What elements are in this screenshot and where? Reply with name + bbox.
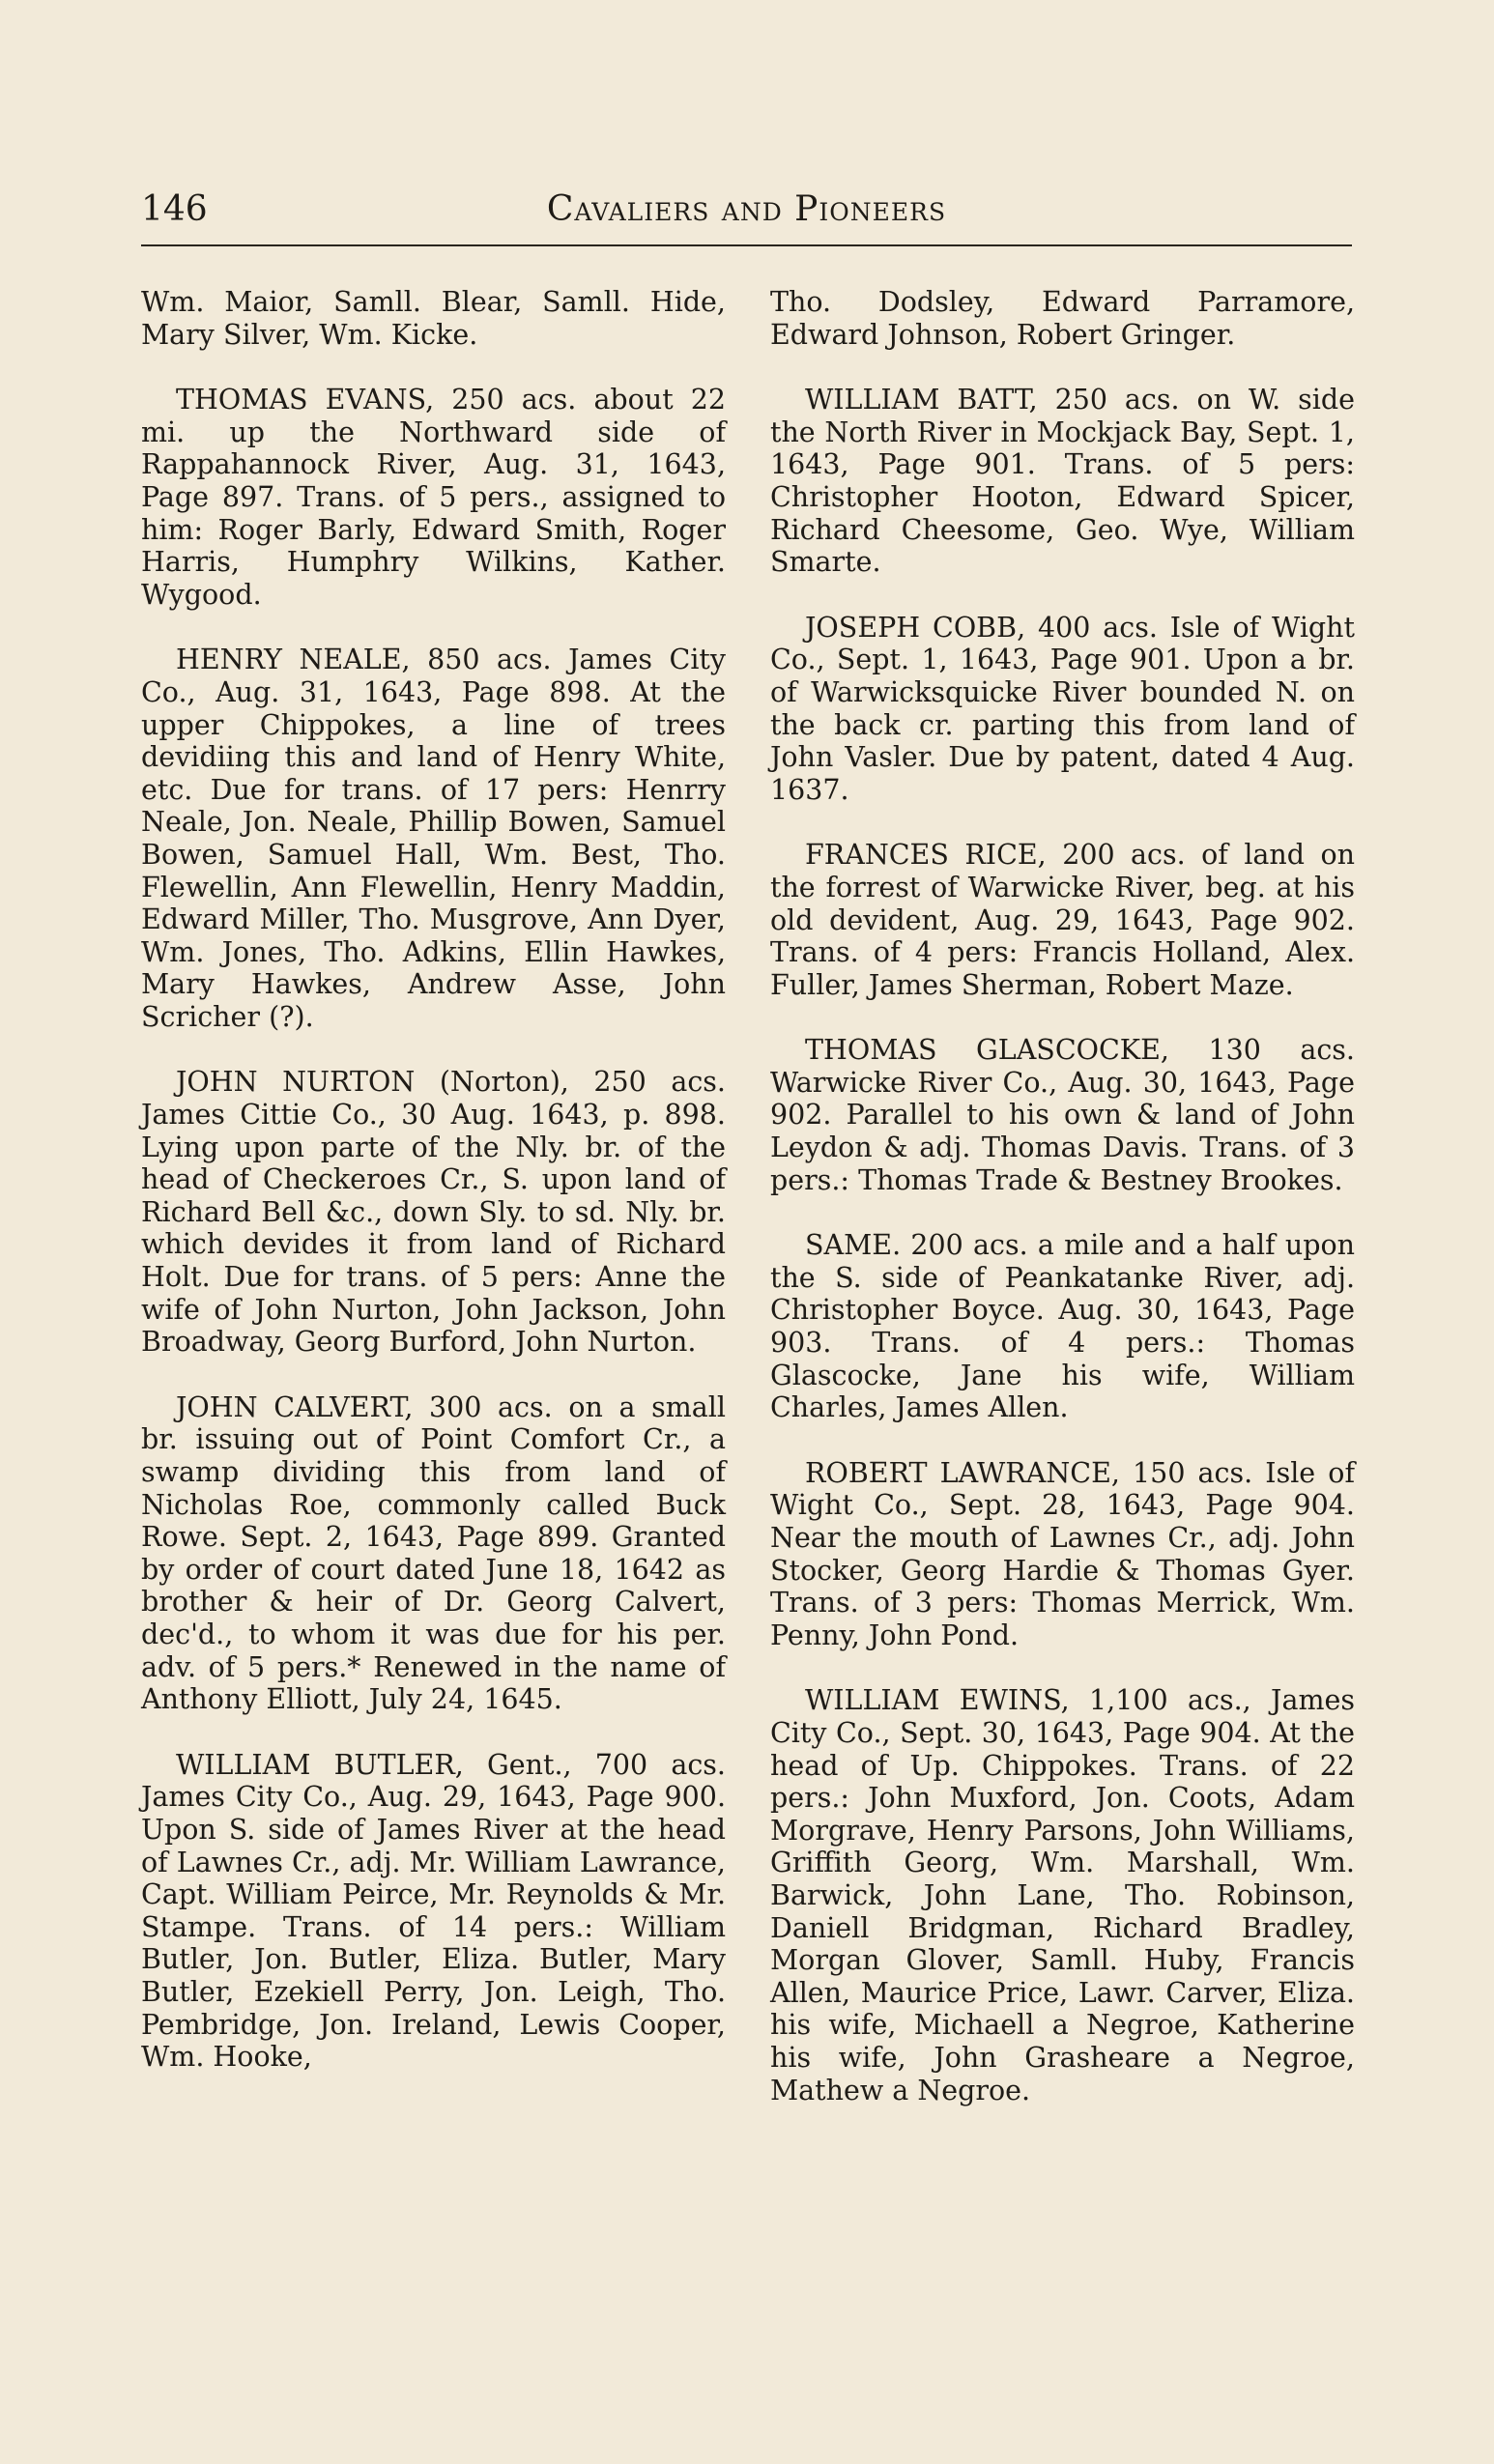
page-header bbox=[141, 189, 1352, 244]
page-number: 146 bbox=[141, 189, 208, 229]
entry-continuation: Tho. Dodsley, Edward Parramore, Edward Johnson, Robert Gringer. bbox=[770, 286, 1355, 351]
right-column bbox=[770, 286, 1355, 2139]
left-column bbox=[141, 286, 726, 2106]
entry-robert-lawrance: ROBERT LAWRANCE, 150 acs. Isle of Wight Co., Sept. 28, 1643, Page 904. Near the mouth of Lawnes Cr., adj. John Stocker, Georg Hardie & Thomas Gyer. Trans. of 3 pers: Thomas Merrick, Wm. Penny, John Pond. bbox=[770, 1456, 1355, 1651]
entry-john-nurton: JOHN NURTON (Norton), 250 acs. James Cittie Co., 30 Aug. 1643, p. 898. Lying upon parte of the Nly. br. of the head of Checkeroes Cr., S. upon land of Richard Bell &c., down Sly. to sd. Nly. br. which devides it from land of Richard Holt. Due for trans. of 5 pers: Anne the wife of John Nurton, John Jackson, John Broadway, Georg Burford, John Nurton. bbox=[141, 1066, 726, 1359]
entry-joseph-cobb: JOSEPH COBB, 400 acs. Isle of Wight Co., Sept. 1, 1643, Page 901. Upon a br. of Warwicksquicke River bounded N. on the back cr. parting this from land of John Vasler. Due by patent, dated 4 Aug. 1637. bbox=[770, 611, 1355, 806]
header-rule bbox=[141, 244, 1352, 246]
entry-william-batt: WILLIAM BATT, 250 acs. on W. side the North River in Mockjack Bay, Sept. 1, 1643, Page 901. Trans. of 5 pers: Christopher Hooton, Edward Spicer, Richard Cheesome, Geo. Wye, William Smarte. bbox=[770, 384, 1355, 579]
entry-frances-rice: FRANCES RICE, 200 acs. of land on the forrest of Warwicke River, beg. at his old devident, Aug. 29, 1643, Page 902. Trans. of 4 pers: Francis Holland, Alex. Fuller, James Sherman, Robert Maze. bbox=[770, 839, 1355, 1001]
entry-thomas-glascocke: THOMAS GLASCOCKE, 130 acs. Warwicke River Co., Aug. 30, 1643, Page 902. Parallel to his own & land of John Leydon & adj. Thomas Davis. Trans. of 3 pers.: Thomas Trade & Bestney Brookes. bbox=[770, 1034, 1355, 1196]
entry-william-butler: WILLIAM BUTLER, Gent., 700 acs. James City Co., Aug. 29, 1643, Page 900. Upon S. side of James River at the head of Lawnes Cr., adj. Mr. William Lawrance, Capt. William Peirce, Mr. Reynolds & Mr. Stampe. Trans. of 14 pers.: William Butler, Jon. Butler, Eliza. Butler, Mary Butler, Ezekiell Perry, Jon. Leigh, Tho. Pembridge, Jon. Ireland, Lewis Cooper, Wm. Hooke, bbox=[141, 1748, 726, 2074]
running-title: Cavaliers and Pioneers bbox=[546, 189, 947, 229]
entry-henry-neale: HENRY NEALE, 850 acs. James City Co., Aug. 31, 1643, Page 898. At the upper Chippokes, a line of trees devidiing this and land of Henry White, etc. Due for trans. of 17 pers: Henrry Neale, Jon. Neale, Phillip Bowen, Samuel Bowen, Samuel Hall, Wm. Best, Tho. Flewellin, Ann Flewellin, Henry Maddin, Edward Miller, Tho. Musgrove, Ann Dyer, Wm. Jones, Tho. Adkins, Ellin Hawkes, Mary Hawkes, Andrew Asse, John Scricher (?). bbox=[141, 644, 726, 1033]
entry-william-ewins: WILLIAM EWINS, 1,100 acs., James City Co., Sept. 30, 1643, Page 904. At the head of Up. Chippokes. Trans. of 22 pers.: John Muxford, Jon. Coots, Adam Morgrave, Henry Parsons, John Williams, Griffith Georg, Wm. Marshall, Wm. Barwick, John Lane, Tho. Robinson, Daniell Bridgman, Richard Bradley, Morgan Glover, Samll. Huby, Francis Allen, Maurice Price, Lawr. Carver, Eliza. his wife, Michaell a Negroe, Katherine his wife, John Grasheare a Negroe, Mathew a Negroe. bbox=[770, 1684, 1355, 2106]
entry-thomas-evans: THOMAS EVANS, 250 acs. about 22 mi. up the Northward side of Rappahannock River, Aug. 31, 1643, Page 897. Trans. of 5 pers., assigned to him: Roger Barly, Edward Smith, Roger Harris, Humphry Wilkins, Kather. Wygood. bbox=[141, 384, 726, 611]
entry-continuation: Wm. Maior, Samll. Blear, Samll. Hide, Mary Silver, Wm. Kicke. bbox=[141, 286, 726, 351]
entry-john-calvert: JOHN CALVERT, 300 acs. on a small br. issuing out of Point Comfort Cr., a swamp dividing this from land of Nicholas Roe, commonly called Buck Rowe. Sept. 2, 1643, Page 899. Granted by order of court dated June 18, 1642 as brother & heir of Dr. Georg Calvert, dec'd., to whom it was due for his per. adv. of 5 pers.* Renewed in the name of Anthony Elliott, July 24, 1645. bbox=[141, 1390, 726, 1716]
entry-same: SAME. 200 acs. a mile and a half upon the S. side of Peankatanke River, adj. Christopher Boyce. Aug. 30, 1643, Page 903. Trans. of 4 pers.: Thomas Glascocke, Jane his wife, William Charles, James Allen. bbox=[770, 1229, 1355, 1424]
